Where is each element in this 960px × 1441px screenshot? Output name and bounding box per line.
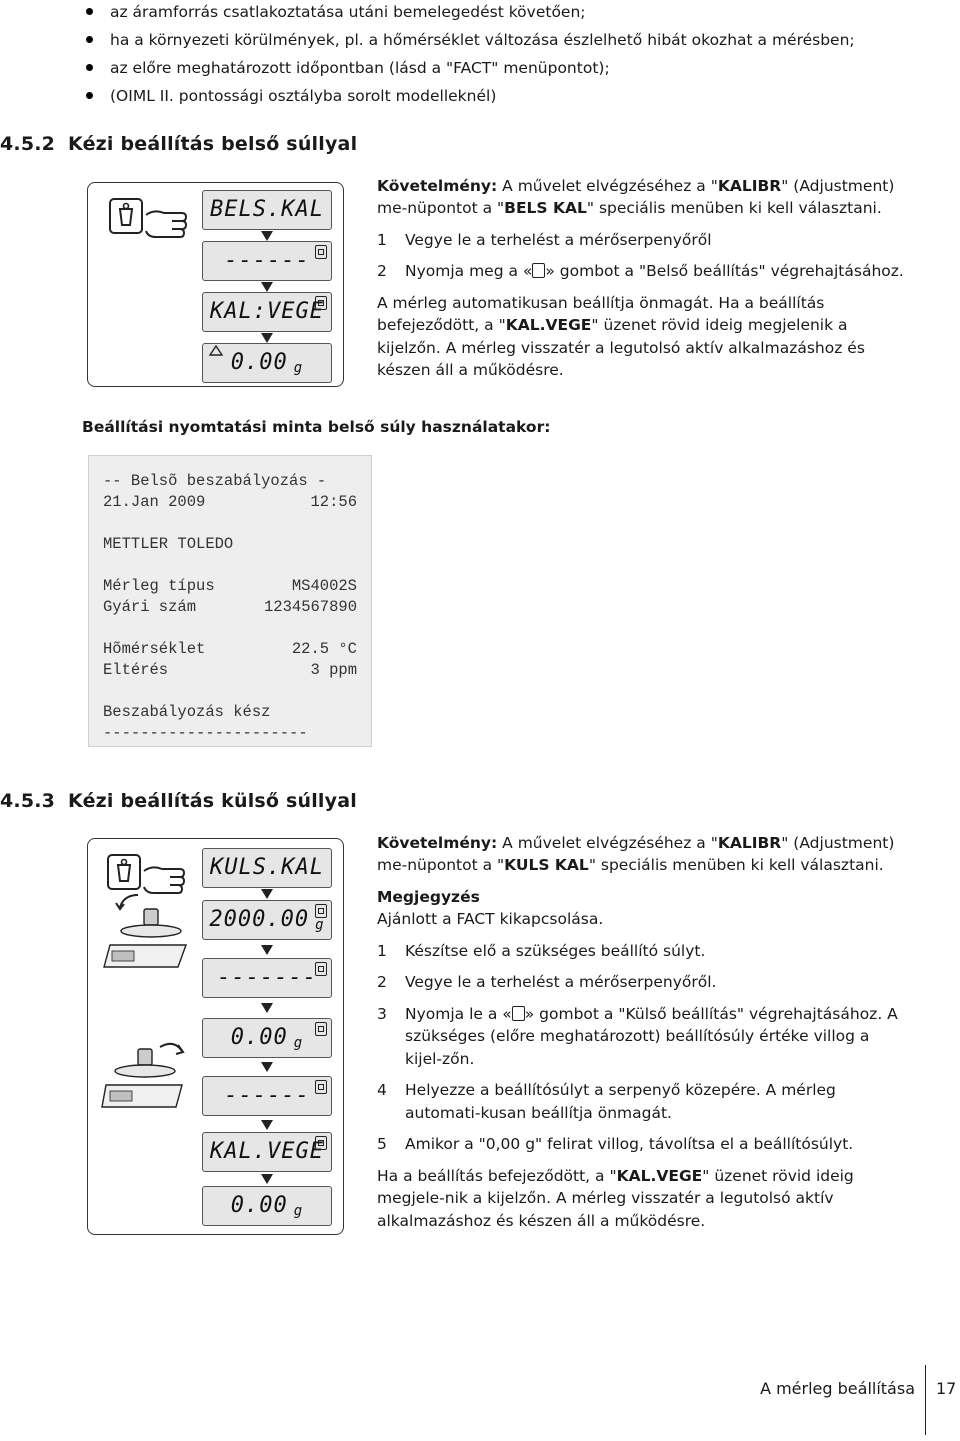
bullet-item: (OIML II. pontossági osztályba sorolt modelleknél) (80, 84, 940, 112)
weight-icon (315, 962, 327, 976)
printout-heading: Beállítási nyomtatási minta belső súly használatakor: (82, 418, 551, 436)
weight-icon (315, 296, 327, 310)
footer-section-title: A mérleg beállítása (760, 1379, 915, 1398)
weight-icon (315, 1022, 327, 1036)
lcd-display: KULS.KAL (202, 848, 332, 888)
section-number: 4.5.3 (0, 790, 56, 812)
weight-key-icon (532, 263, 545, 278)
step-item: 3 Nyomja le a « » gombot a "Külső beállítás" végrehajtásához. A szükséges (előre meghatározott) beállítósúly értéke villog a kijel-zőn. (377, 1004, 898, 1068)
step-item: 2 Nyomja meg a « » gombot a "Belső beállítás" végrehajtásához. (377, 262, 904, 281)
lcd-display: KAL.VEGE (202, 1132, 332, 1172)
step-item: 2 Vegye le a terhelést a mérőserpenyőről. (377, 973, 717, 992)
section-number: 4.5.2 (0, 133, 56, 155)
step-item: 4 Helyezze a beállítósúlyt a serpenyő közepére. A mérleg automati-kusan beállítja önmagát. (377, 1081, 836, 1122)
weight-icon (315, 904, 327, 918)
lcd-display: ------- (202, 958, 332, 998)
bullet-item: ha a környezeti körülmények, pl. a hőmérséklet változása észlelhető hibát okozhat a mérésben; (80, 28, 940, 56)
lcd-display: 2000.00 g (202, 900, 332, 940)
printout-sample: -- Belsõ beszabályozás - 21.Jan 2009 12:56 METTLER TOLEDO Mérleg típus MS4002S Gyári szám 1234567890 Hõmérséklet 22.5 °C Eltérés 3 ppm Beszabályozás kész ---------------------- (88, 455, 372, 747)
requirement-paragraph: Követelmény: A művelet elvégzéséhez a "KALIBR" (Adjustment) me-nüpontot a "BELS KAL" speciális menüben ki kell választani. (377, 177, 895, 218)
arrow-down-icon (261, 1174, 273, 1184)
arrow-down-icon (261, 889, 273, 899)
arrow-down-icon (261, 282, 273, 292)
page-number: 17 (936, 1379, 957, 1398)
step-item: 5 Amikor a "0,00 g" felirat villog, távolítsa el a beállítósúlyt. (377, 1135, 854, 1154)
calibration-key-hand-icon (104, 191, 194, 241)
section-heading-453 (0, 788, 357, 816)
balance-with-weight-icon (98, 889, 193, 989)
balance-remove-weight-icon (98, 1029, 193, 1129)
note-text: Ajánlott a FACT kikapcsolása. (377, 910, 604, 929)
bullet-list (80, 0, 940, 112)
lcd-display: 0.00 g (202, 1186, 332, 1226)
arrow-down-icon (261, 231, 273, 241)
bullet-item: az előre meghatározott időpontban (lásd a "FACT" menüpontot); (80, 56, 940, 84)
auto-adjust-paragraph: A mérleg automatikusan beállítja önmagát. Ha a beállítás befejeződött, a "KAL.VEGE" üzenet rövid ideig megjelenik a kijelzőn. A mérleg visszatér a legutolsó aktív alkalmazáshoz és készen áll a működésre. (377, 293, 865, 380)
weight-icon (315, 245, 327, 259)
section-title: Kézi beállítás belső súllyal (68, 133, 358, 155)
step-item: 1 Készítse elő a szükséges beállító súlyt. (377, 941, 706, 960)
completion-paragraph: Ha a beállítás befejeződött, a "KAL.VEGE" üzenet rövid ideig megjele-nik a kijelzőn. A mérleg visszatér a legutolsó aktív alkalmazáshoz és készen áll a működésre. (377, 1166, 854, 1230)
arrow-down-icon (261, 1003, 273, 1013)
arrow-down-icon (261, 1062, 273, 1072)
lcd-display: ------ (202, 1076, 332, 1116)
weight-icon (315, 1136, 327, 1150)
arrow-down-icon (261, 1120, 273, 1130)
weight-key-icon (512, 1006, 525, 1021)
weight-icon (315, 1080, 327, 1094)
lcd-display: BELS.KAL (202, 190, 332, 230)
arrow-down-icon (261, 333, 273, 343)
step-item: 1 Vegye le a terhelést a mérőserpenyőről (377, 230, 712, 249)
footer-divider (925, 1365, 926, 1435)
arrow-down-icon (261, 945, 273, 955)
balance-icon (208, 343, 224, 357)
requirement-paragraph: Követelmény: A művelet elvégzéséhez a "KALIBR" (Adjustment) me-nüpontot a "KULS KAL" speciális menüben ki kell választani. (377, 834, 895, 875)
section-heading-452 (0, 131, 357, 159)
lcd-display: KAL:VEGE (202, 292, 332, 332)
lcd-display: 0.00 g (202, 1018, 332, 1058)
section-452-text (377, 175, 907, 382)
section-453-text (377, 832, 907, 1232)
lcd-display: ------ (202, 241, 332, 281)
lcd-display: 0.00 g (202, 343, 332, 383)
note-title: Megjegyzés (377, 887, 480, 906)
section-title: Kézi beállítás külső súllyal (68, 790, 357, 812)
bullet-item: az áramforrás csatlakoztatása utáni bemelegedést követően; (80, 0, 940, 28)
